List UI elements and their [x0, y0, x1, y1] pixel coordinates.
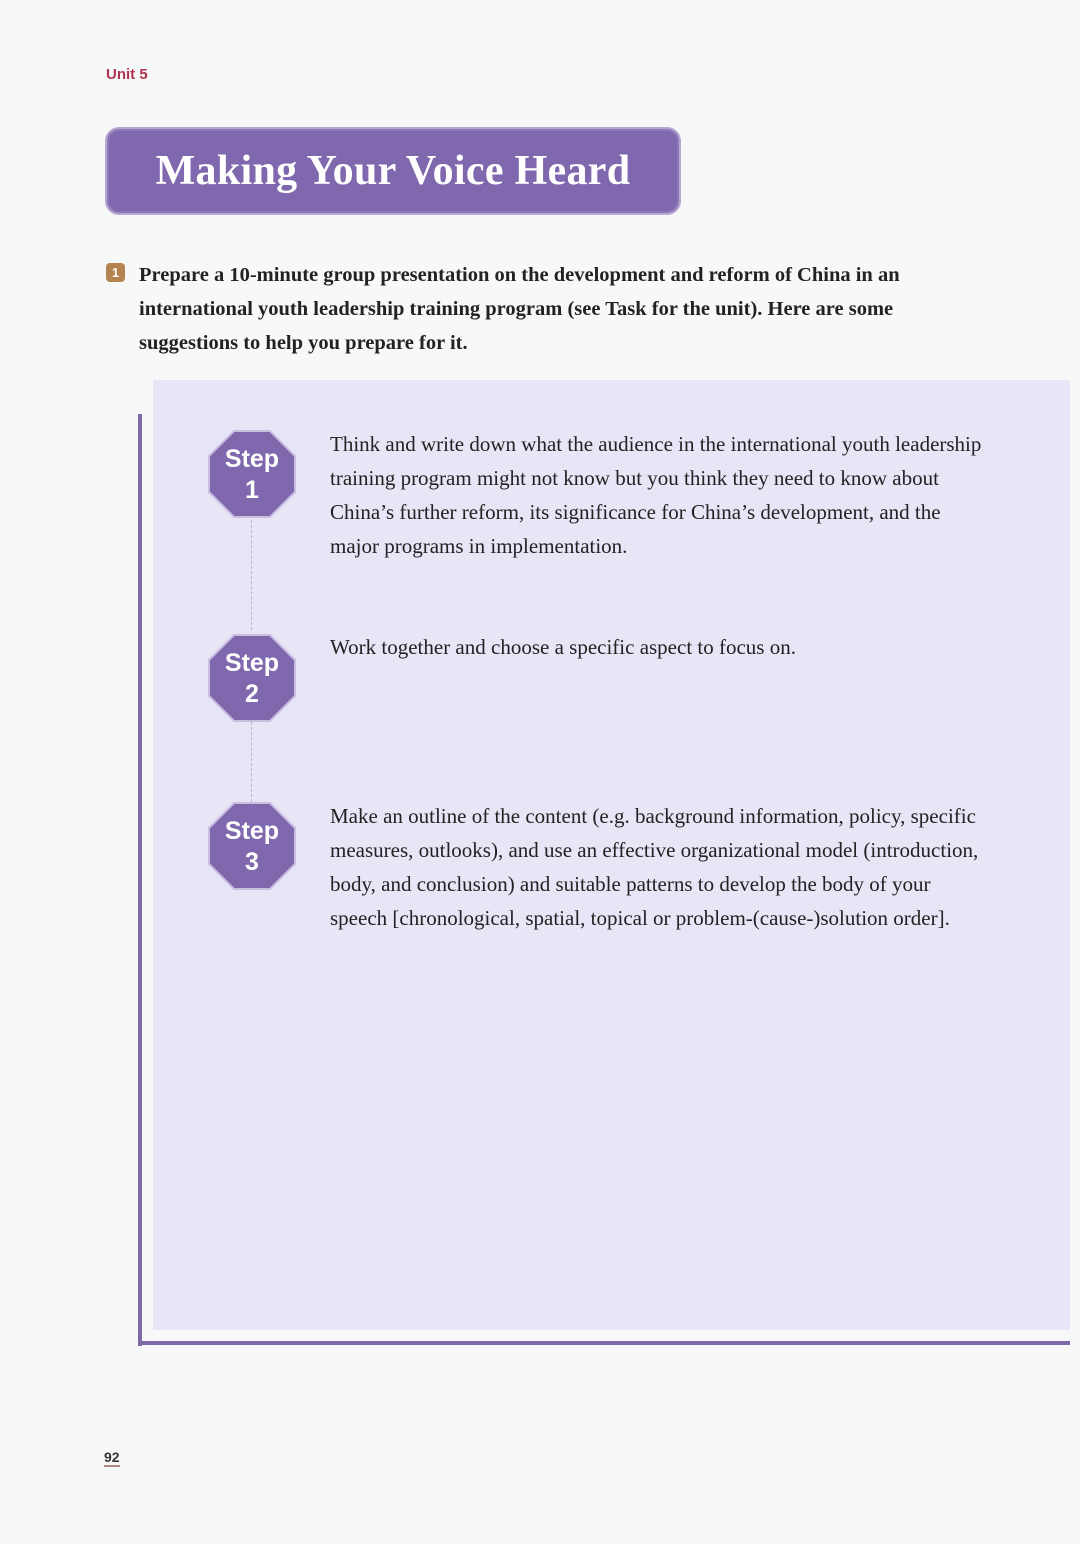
step-label: Step [224, 649, 280, 677]
step-badge-1 [206, 428, 298, 520]
step-label: Step [224, 817, 280, 845]
step-1-text: Think and write down what the audience in the international youth leadership training program might not know but you think they need to know about China’s further reform, its significance for China’s development, and the major programs in implementation. [330, 432, 982, 558]
question-text: Prepare a 10-minute group presentation on the development and reform of China in an international youth leadership training program (see Task for the unit). Here are some suggestions to help you prepare for it. [139, 264, 900, 354]
panel-left-border [138, 414, 142, 1346]
step-number: 2 [245, 680, 259, 708]
step-badge-3 [206, 800, 298, 892]
step-label: Step [224, 445, 280, 473]
page-title: Making Your Voice Heard [155, 148, 631, 194]
step-connector [251, 520, 252, 630]
question [106, 258, 986, 360]
question-number: 1 [106, 263, 125, 282]
step-badge-2 [206, 632, 298, 724]
panel-bottom-border [138, 1341, 1070, 1345]
step-number: 3 [245, 848, 259, 876]
step-3-text: Make an outline of the content (e.g. background information, policy, specific measures, outlooks), and use an effective organizational model (introduction, body, and conclusion) and suitable patterns to develop the body of your speech [chronological, spatial, topical or problem-(cause-)solution order]. [330, 804, 979, 930]
step-connector [251, 722, 252, 802]
step-2-text: Work together and choose a specific aspect to focus on. [330, 635, 796, 659]
page-number: 92 [104, 1449, 120, 1465]
title-banner [105, 127, 681, 215]
unit-label: Unit 5 [106, 66, 148, 83]
step-number: 1 [245, 476, 259, 504]
